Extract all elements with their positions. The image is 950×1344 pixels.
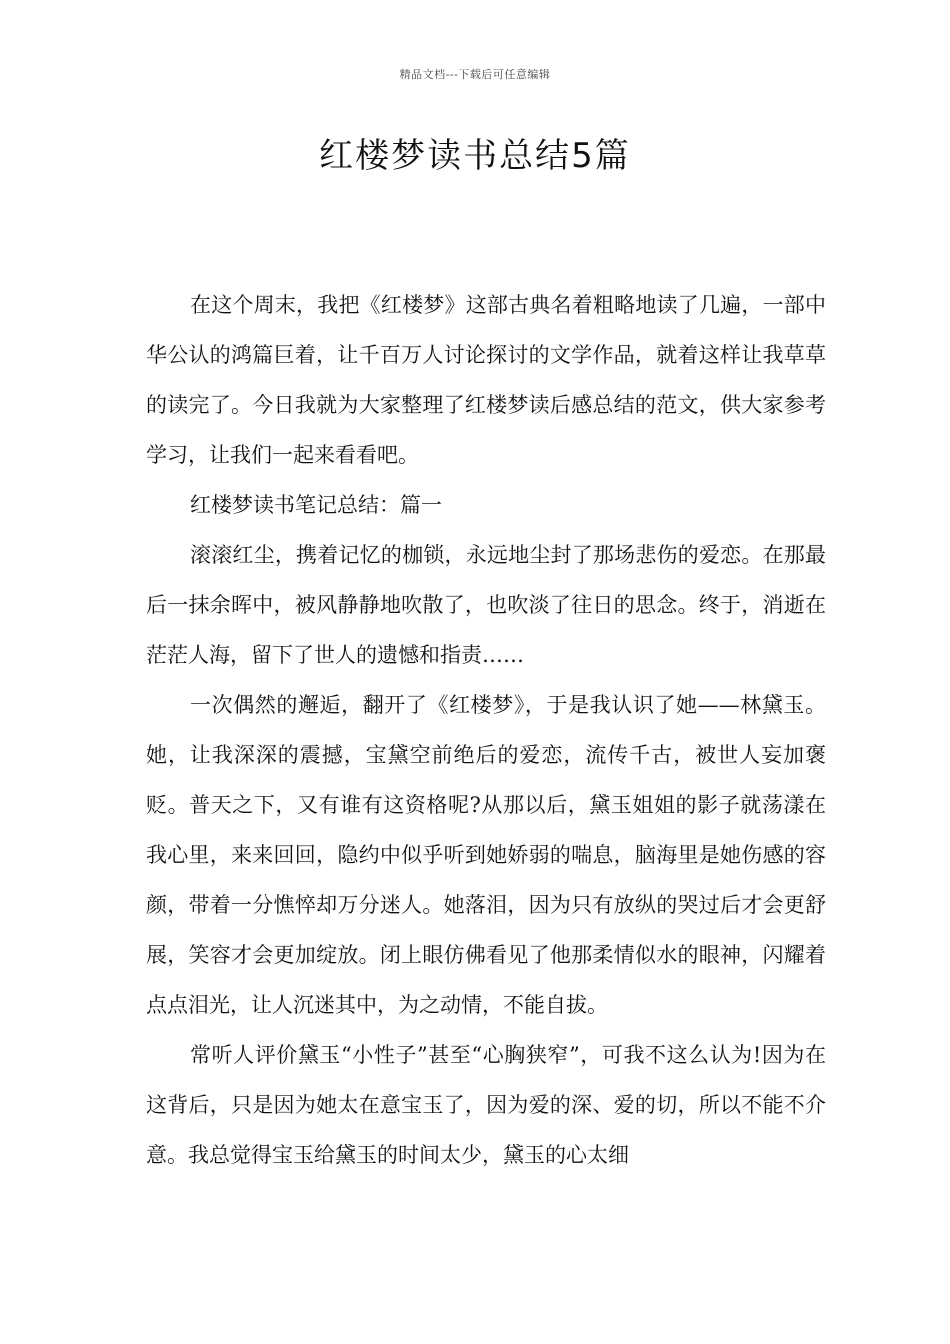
paragraph: 滚滚红尘，携着记忆的枷锁，永远地尘封了那场悲伤的爱恋。在那最后一抹余晖中，被风静静地吹散了，也吹淡了往日的思念。终于，消逝在茫茫人海，留下了世人的遗憾和指责…… xyxy=(146,543,826,667)
paragraph: 一次偶然的邂逅，翻开了《红楼梦》，于是我认识了她——林黛玉。她，让我深深的震撼，宝黛空前绝后的爱恋，流传千古，被世人妄加褒贬。普天之下，又有谁有这资格呢?从那以后，黛玉姐姐的影子就荡漾在我心里，来来回回，隐约中似乎听到她娇弱的喘息，脑海里是她伤感的容颜，带着一分憔悴却万分迷人。她落泪，因为只有放纵的哭过后才会更舒展，笑容才会更加绽放。闭上眼仿佛看见了他那柔情似水的眼神，闪耀着点点泪光，让人沉迷其中，为之动情，不能自拔。 xyxy=(146,693,826,1017)
section-heading-1: 红楼梦读书笔记总结：篇一 xyxy=(190,493,442,517)
document-body xyxy=(146,280,826,1180)
paragraph-intro: 在这个周末，我把《红楼梦》这部古典名着粗略地读了几遍，一部中华公认的鸿篇巨着，让千百万人讨论探讨的文学作品，就着这样让我草草的读完了。今日我就为大家整理了红楼梦读后感总结的范文，供大家参考学习，让我们一起来看看吧。 xyxy=(146,293,826,467)
document-title: 红楼梦读书总结5篇 xyxy=(319,136,631,176)
header-note: 精品文档---下载后可任意编辑 xyxy=(399,68,551,81)
paragraph: 常听人评价黛玉“小性子”甚至“心胸狭窄”，可我不这么认为!因为在这背后，只是因为她太在意宝玉了，因为爱的深、爱的切，所以不能不介意。我总觉得宝玉给黛玉的时间太少，黛玉的心太细 xyxy=(146,1043,826,1167)
